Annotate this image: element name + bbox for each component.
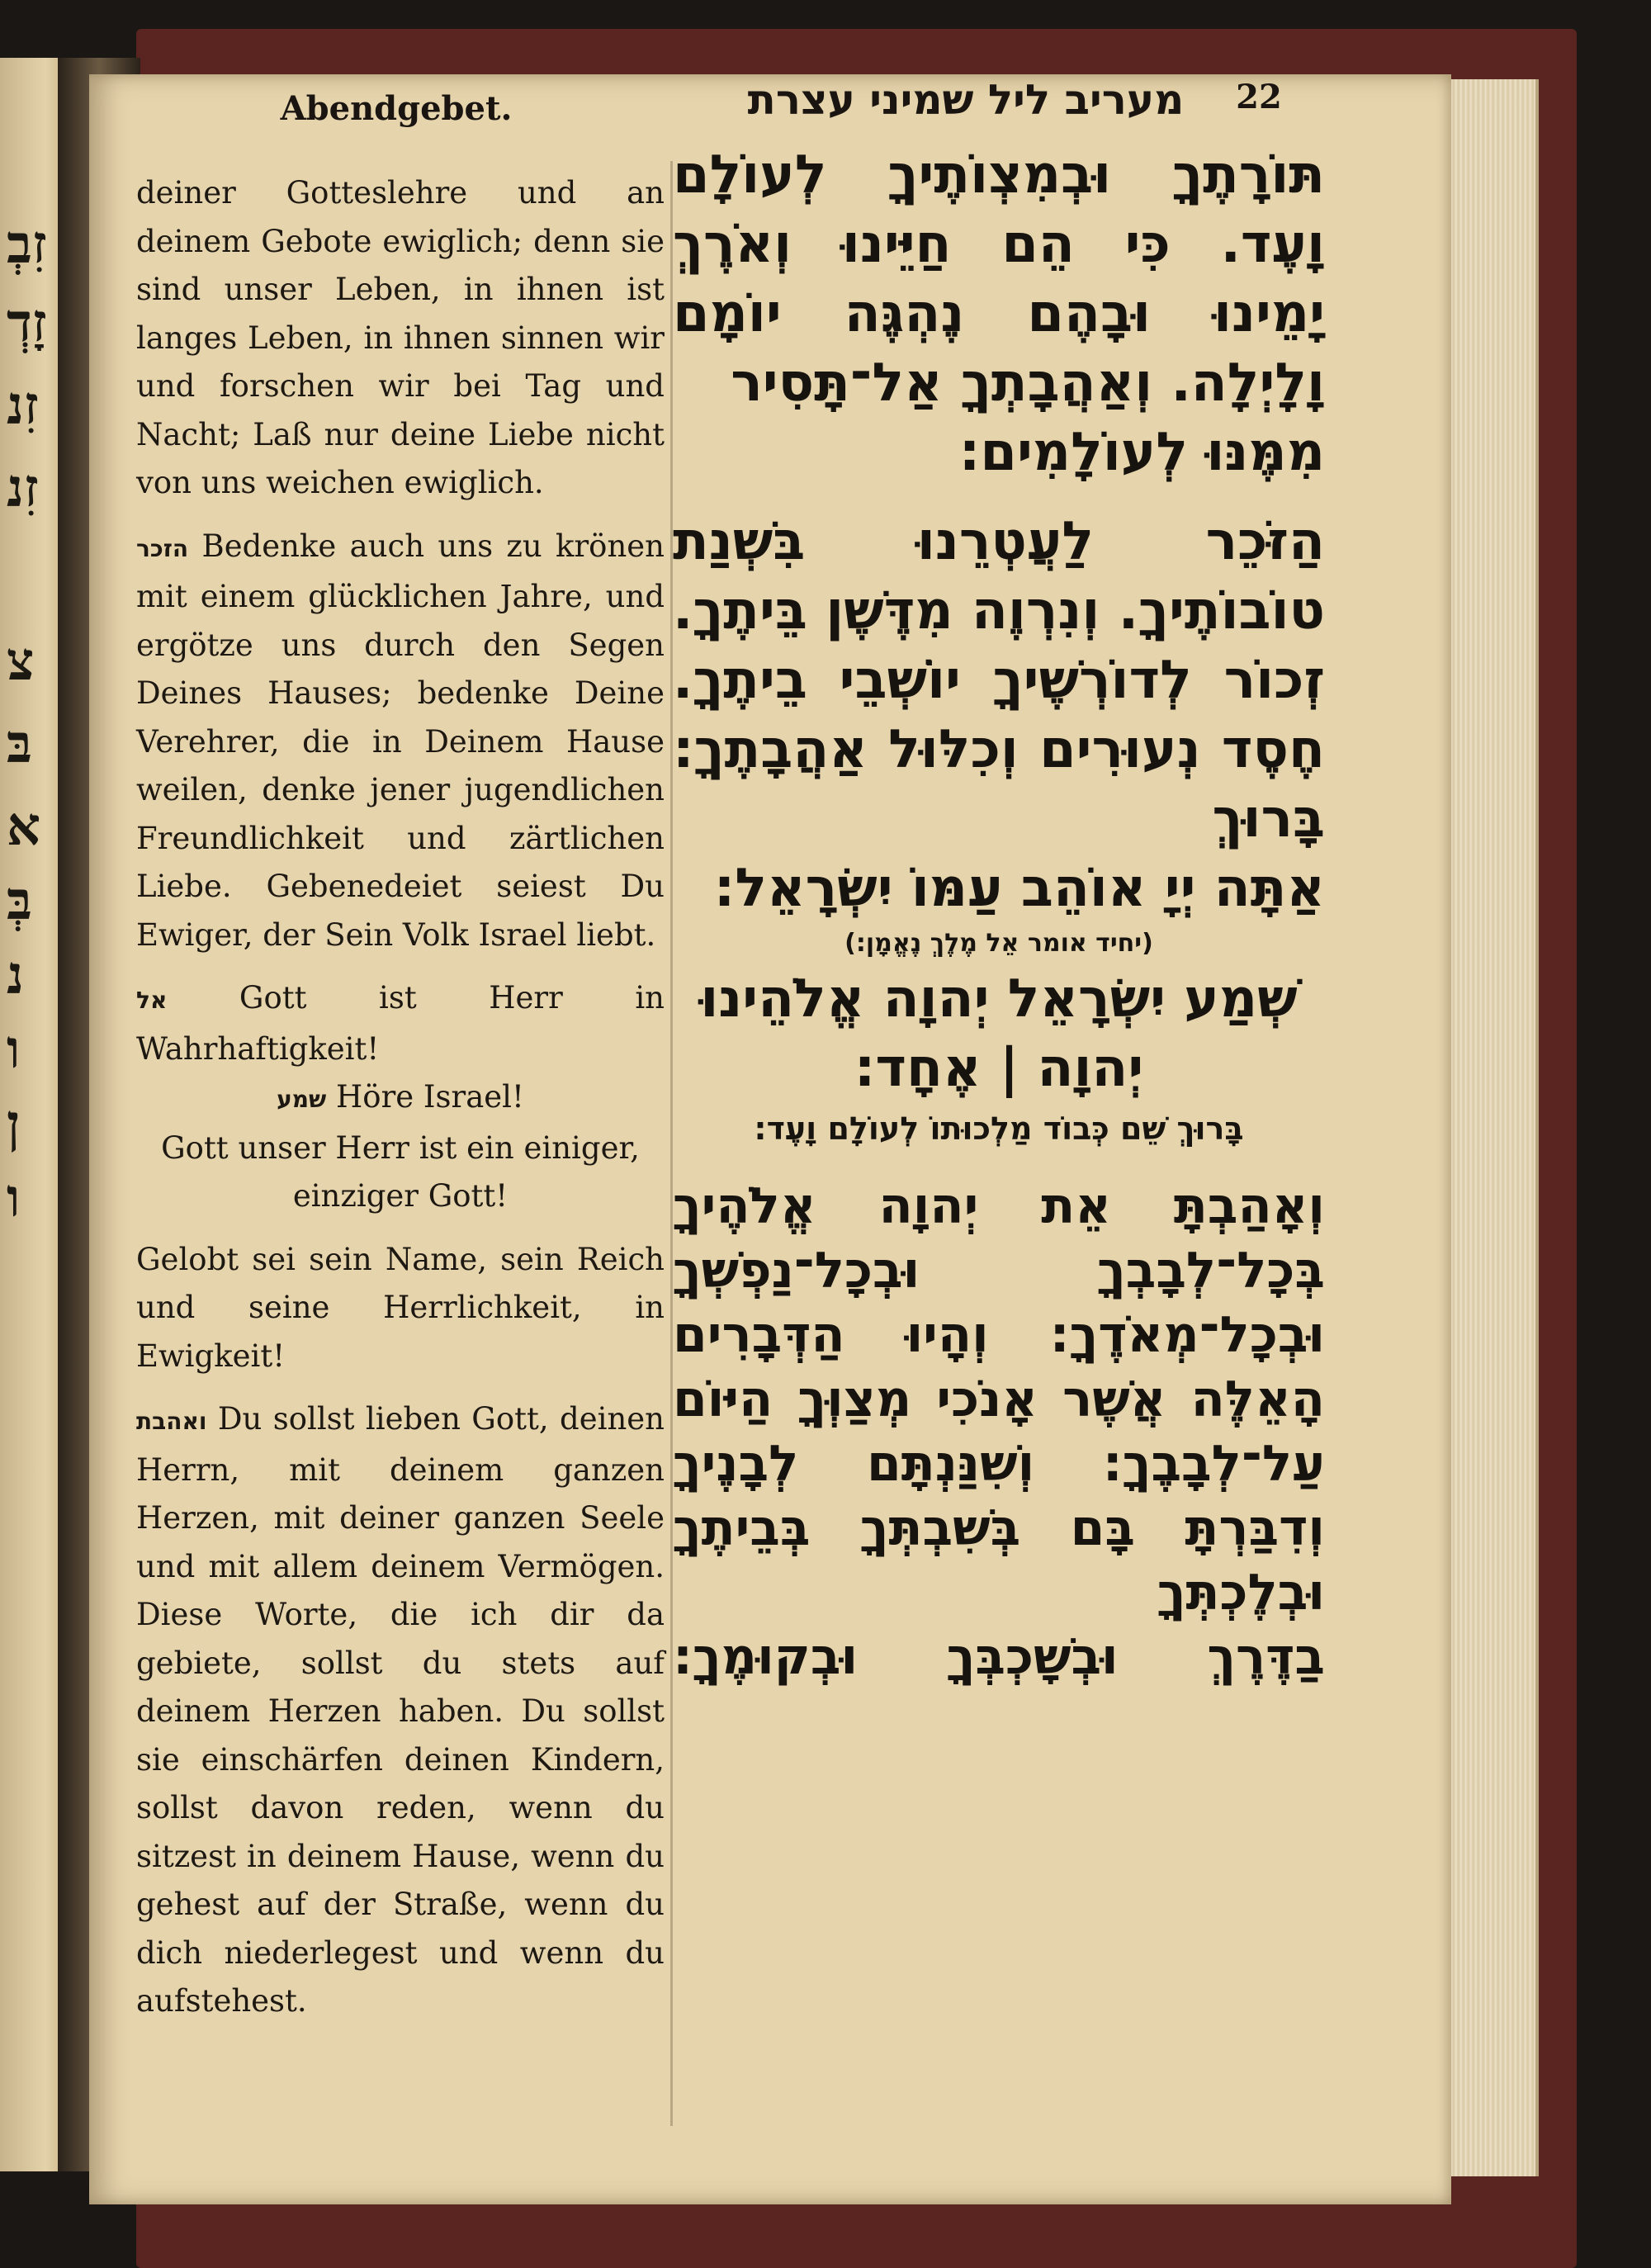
german-text: Du sollst lieben Gott, deinen Herrn, mit deinem ganzen Herzen, mit deiner ganzen Seele und mit allem deinem Vermögen. Diese Worte, die ich dir da gebiete, sollst du stets auf deinem Herzen haben. Du sollst sie einschärfen deinen Kindern, sollst davon reden, wenn du sitzest in deinem Hause, wenn du gehest auf der Straße, wenn du dich niederlegest und wenn du aufstehest. — [136, 1401, 665, 2019]
german-paragraph: Gelobt sei sein Name, sein Reich und seine Herrlichkeit, in Ewigkeit! — [136, 1241, 665, 1374]
hebrew-paragraph: הַזֹּכֵר לַעֲטְרֵנוּ בִּשְׁנַת טוֹבוֹתֶיךָ. וְנִרְוֶה מִדֶּשֶׁן בֵּיתֶךָ. זְכוֹר לְדוֹרְשֶׁיךָ יוֹשְׁבֵי בֵיתֶךָ. חֶסֶד נְעוּרִים וְכִלּוּל אַהֲבָתֶךָ: בָּרוּךְ — [673, 511, 1325, 850]
german-paragraph — [136, 974, 665, 1073]
hebrew-cue: אל — [136, 987, 168, 1014]
fragment: צ — [7, 631, 35, 693]
german-text: Höre Israel! — [336, 1079, 524, 1115]
german-paragraph — [136, 1073, 665, 1125]
fragment: זִבְ — [7, 214, 47, 276]
german-paragraph — [136, 1395, 665, 2026]
hebrew-cue: הזכר — [136, 534, 189, 562]
german-text: Bedenke auch uns zu krönen mit einem glücklichen Jahre, und ergötze uns durch den Segen Deines Hauses; bedenke Deine Verehrer, die in Deinem Hause weilen, denke jener jugendlichen Freundlichkeit und zärtlichen Liebe. Gebenedeiet seiest Du Ewiger, der Sein Volk Israel liebt. — [136, 528, 665, 953]
hebrew-prayer-column — [673, 140, 1325, 1689]
fragment: ו — [7, 1019, 21, 1081]
hebrew-instruction: (יחיד אומר אֵל מֶלֶךְ נֶאֱמָן:) — [844, 929, 1153, 958]
hebrew-paragraph-end: בַדֶּרֶךְ וּבְשָׁכְבְּךָ וּבְקוּמֶךָ: — [673, 1628, 1325, 1686]
hebrew-paragraph-end: וָלָיְלָה. וְאַהֲבָתְךָ אַל־תָּסִיר מִמֶּנּוּ לְעוֹלָמִים: — [731, 353, 1325, 483]
fragment: זָדְ — [7, 292, 47, 354]
shema-line: יְהוָה | אֶחָד: — [854, 1038, 1144, 1099]
hebrew-paragraph: תּוֹרָתֶךָ וּבְמִצְוֹתֶיךָ לְעוֹלָם וָעֶד. כִּי הֵם חַיֵּינוּ וְאֹרֶךְ יָמֵינוּ וּבָהֶם נֶהְגֶּה יוֹמָם — [673, 144, 1325, 344]
fragment: נ — [7, 945, 24, 1006]
baruch-shem-line: בָּרוּךְ שֵׁם כְּבוֹד מַלְכוּתוֹ לְעוֹלָם וָעֶד: — [754, 1110, 1244, 1147]
fragment: ן — [7, 1093, 21, 1155]
running-title-hebrew: מעריב ליל שמיני עצרת — [747, 76, 1185, 124]
hebrew-cue: ואהבת — [136, 1408, 207, 1435]
german-paragraph — [136, 523, 665, 960]
fragment: זִנ — [7, 375, 39, 437]
fragment: ו — [7, 1167, 21, 1229]
shema-line: שְׁמַע יִשְׂרָאֵל יְהוָה אֱלֹהֵינוּ — [700, 968, 1298, 1030]
page-edges — [1436, 79, 1539, 2176]
hebrew-paragraph: וְאָהַבְתָּ אֵת יְהוָה אֱלֹהֶיךָ בְּכָל־לְבָבְךָ וּבְכָל־נַפְשְׁךָ וּבְכָל־מְאֹדֶךָ: וְהָיוּ הַדְּבָרִים הָאֵלֶּה אֲשֶׁר אָנֹכִי מְצַוְּךָ הַיּוֹם עַל־לְבָבֶךָ: וְשִׁנַּנְתָּם לְבָנֶיךָ וְדִבַּרְתָּ בָּם בְּשִׁבְתְּךָ בְּבֵיתֶךָ וּבְלֶכְתְּךָ — [673, 1177, 1325, 1622]
fragment: בּ — [7, 713, 32, 775]
hebrew-cue: שמע — [277, 1086, 327, 1113]
german-paragraph: deiner Gotteslehre und an deinem Gebote ewiglich; denn sie sind unser Leben, in ihnen ist langes Leben, in ihnen sinnen wir und forschen wir bei Tag und Nacht; Laß nur deine Liebe nicht von uns weichen ewiglich. — [136, 175, 665, 500]
fragment: א — [7, 796, 41, 858]
fragment: בְּ — [7, 870, 32, 932]
fragment: זִנ — [7, 457, 39, 519]
page-number: 22 — [1236, 78, 1282, 116]
german-text: Gott ist Herr in Wahrhaftigkeit! — [136, 980, 665, 1067]
running-title-german: Abendgebet. — [280, 89, 513, 128]
german-translation-column — [136, 169, 665, 2026]
german-paragraph: Gott unser Herr ist ein einiger, einziger Gott! — [161, 1129, 640, 1214]
hebrew-paragraph-end: אַתָּה יְיָ אוֹהֵב עַמּוֹ יִשְׂרָאֵל: — [713, 858, 1325, 919]
